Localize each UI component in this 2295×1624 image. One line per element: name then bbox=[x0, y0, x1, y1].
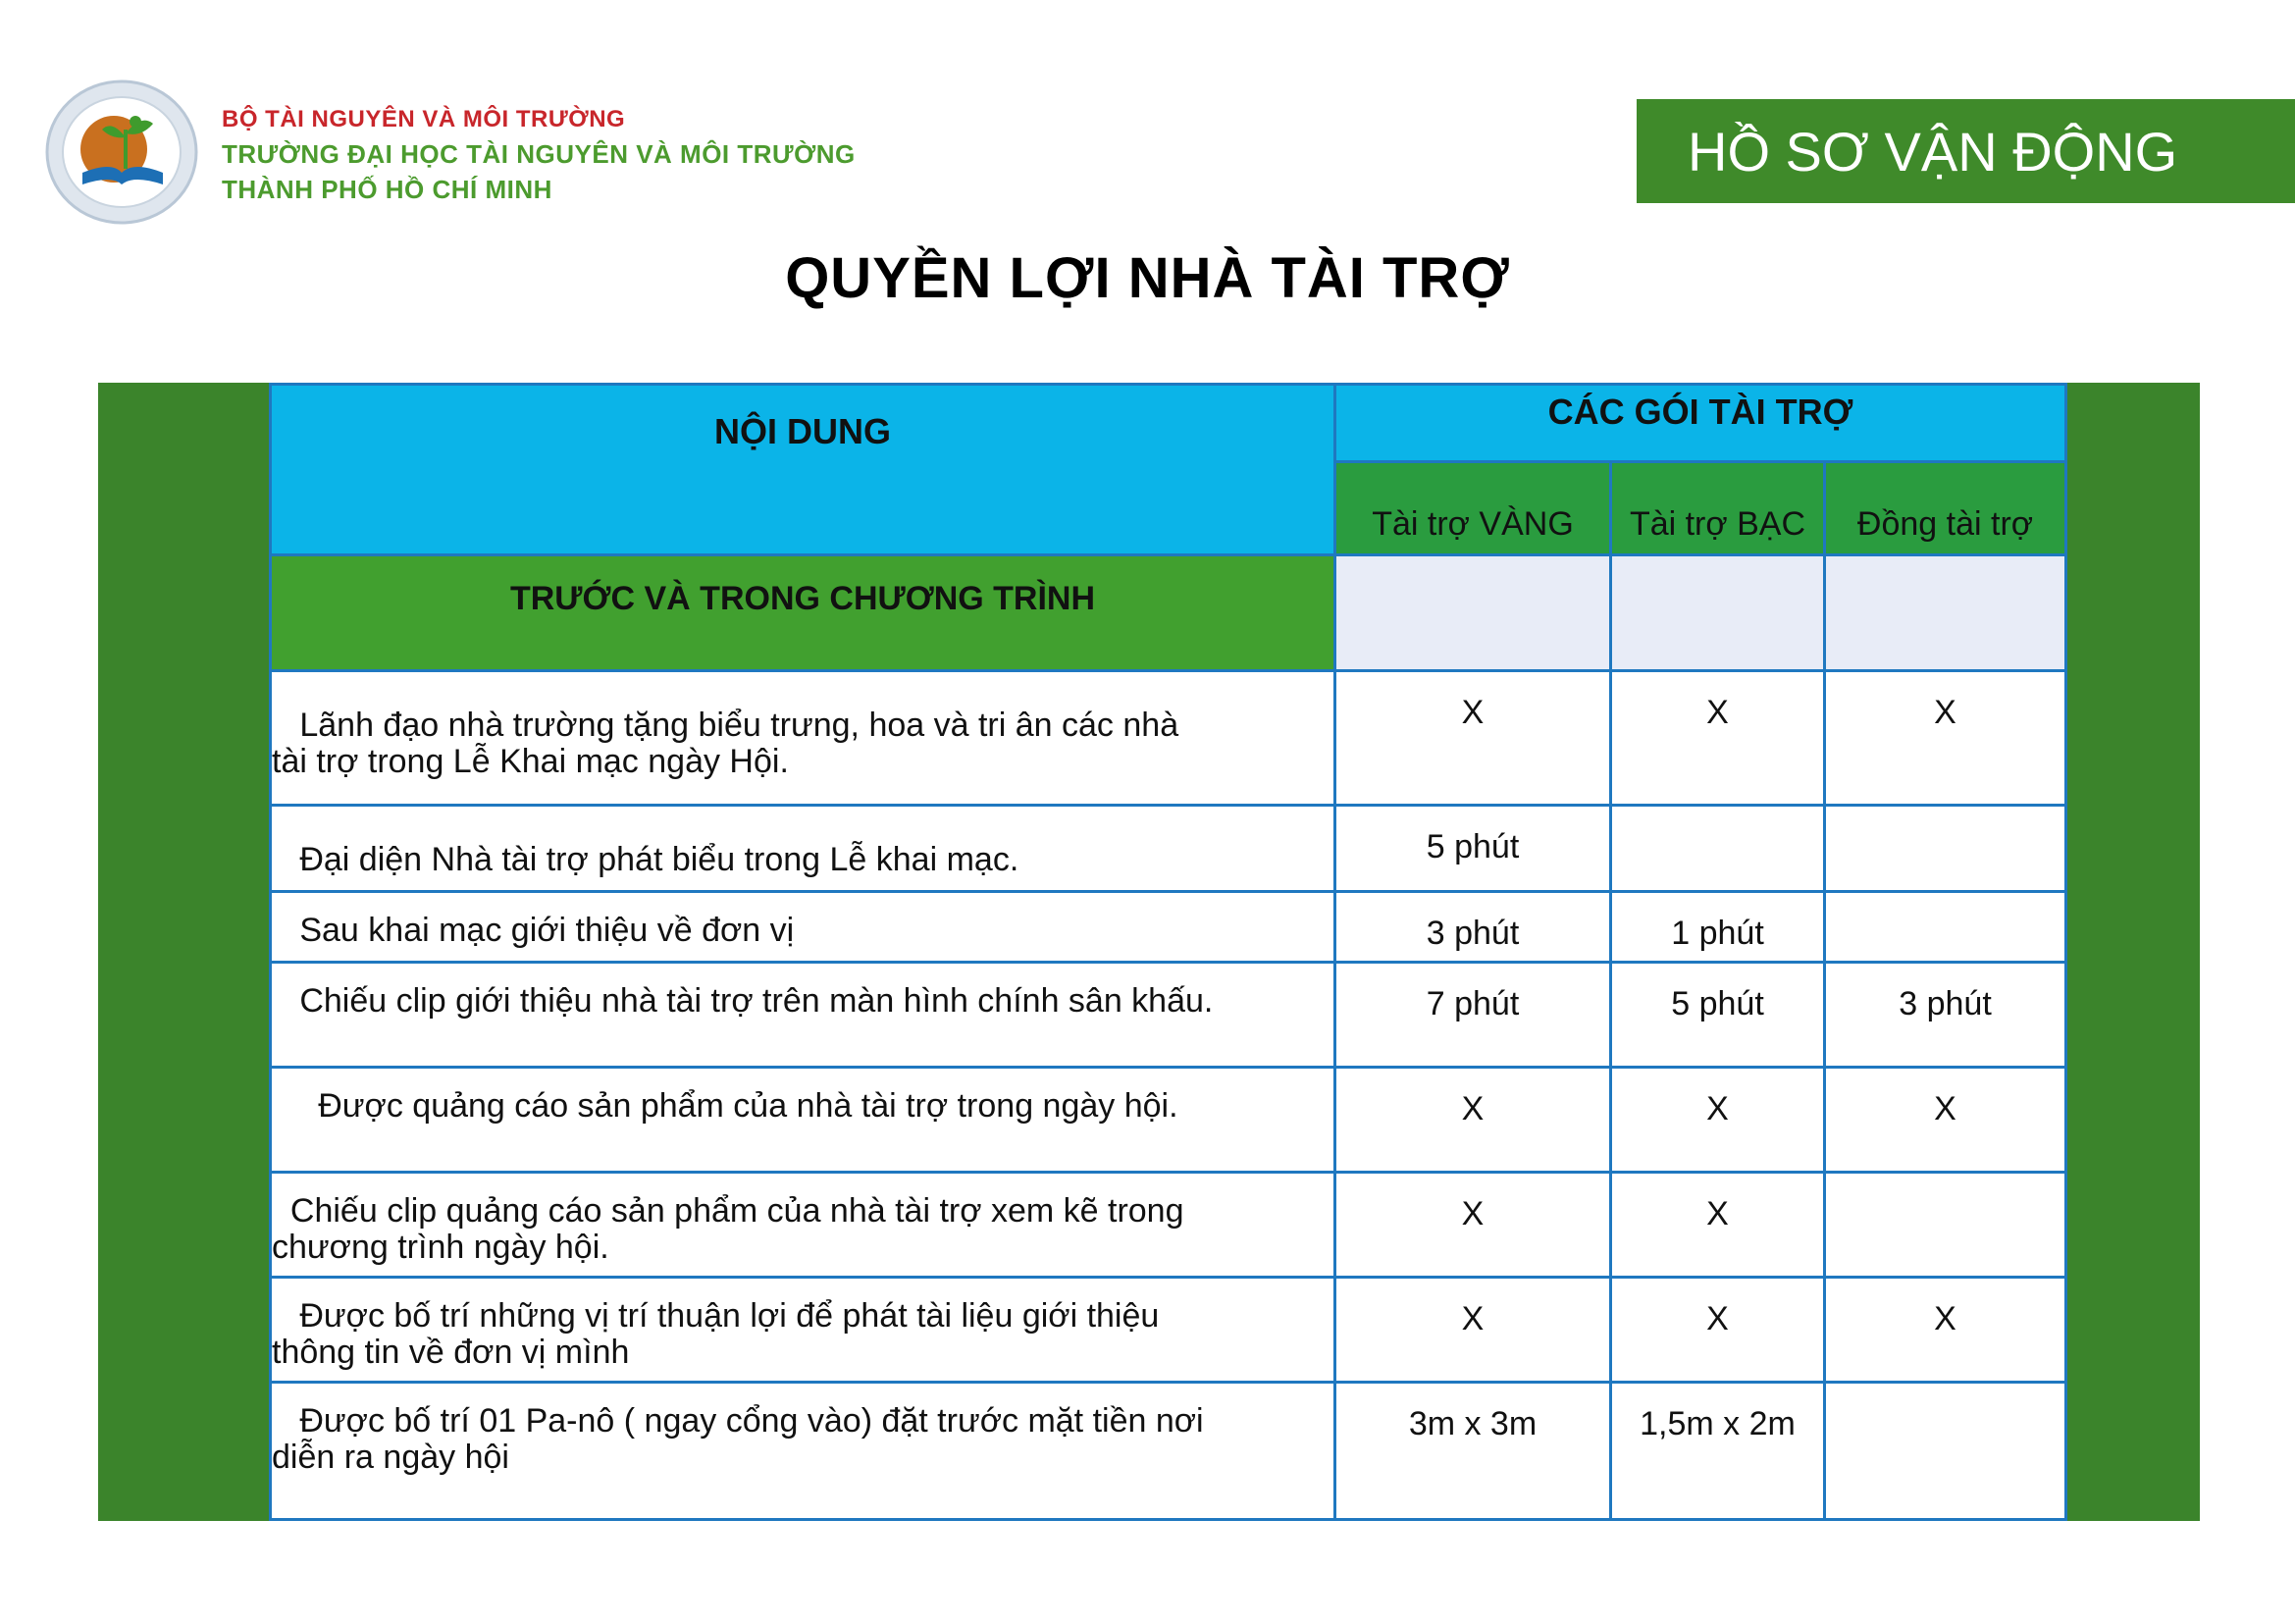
benefit-description: Sau khai mạc giới thiệu về đơn vị bbox=[271, 892, 1335, 963]
benefit-description: Được bố trí những vị trí thuận lợi để phát tài liệu giới thiệu thông tin về đơn vị mình bbox=[271, 1278, 1335, 1383]
benefit-description: Chiếu clip quảng cáo sản phẩm của nhà tài trợ xem kẽ trong chương trình ngày hội. bbox=[271, 1173, 1335, 1278]
table-row bbox=[271, 963, 2066, 1068]
silver-value: 1,5m x 2m bbox=[1611, 1383, 1825, 1520]
benefit-description: Lãnh đạo nhà trường tặng biểu trưng, hoa và tri ân các nhà tài trợ trong Lễ Khai mạc ngày Hội. bbox=[271, 671, 1335, 806]
page-title: QUYỀN LỢI NHÀ TÀI TRỢ bbox=[785, 246, 1510, 310]
silver-value bbox=[1611, 806, 1825, 892]
table-row bbox=[271, 1383, 2066, 1520]
gold-value: X bbox=[1335, 1068, 1611, 1173]
ministry-name: BỘ TÀI NGUYÊN VÀ MÔI TRƯỜNG bbox=[222, 106, 626, 132]
school-name: TRƯỜNG ĐẠI HỌC TÀI NGUYÊN VÀ MÔI TRƯỜNG bbox=[222, 139, 856, 169]
co-sponsor-value bbox=[1825, 892, 2066, 963]
section-cell bbox=[1825, 555, 2066, 671]
header-banner bbox=[1637, 99, 2295, 203]
benefit-description: Đại diện Nhà tài trợ phát biểu trong Lễ khai mạc. bbox=[271, 806, 1335, 892]
package-co-sponsor: Đồng tài trợ bbox=[1825, 462, 2066, 555]
silver-value: X bbox=[1611, 1173, 1825, 1278]
table-row bbox=[271, 892, 2066, 963]
silver-value: 1 phút bbox=[1611, 892, 1825, 963]
packages-header: CÁC GÓI TÀI TRỢ bbox=[1335, 385, 2066, 462]
school-logo bbox=[43, 79, 200, 226]
package-gold: Tài trợ VÀNG bbox=[1335, 462, 1611, 555]
content-header: NỘI DUNG bbox=[271, 385, 1335, 555]
section-label: TRƯỚC VÀ TRONG CHƯƠNG TRÌNH bbox=[271, 555, 1335, 671]
sponsor-benefits-table bbox=[269, 383, 2067, 1521]
silver-value: X bbox=[1611, 1278, 1825, 1383]
gold-value: X bbox=[1335, 1278, 1611, 1383]
gold-value: 5 phút bbox=[1335, 806, 1611, 892]
benefit-description: Được bố trí 01 Pa-nô ( ngay cổng vào) đặt trước mặt tiền nơi diễn ra ngày hội bbox=[271, 1383, 1335, 1520]
co-sponsor-value: X bbox=[1825, 1278, 2066, 1383]
gold-value: X bbox=[1335, 1173, 1611, 1278]
package-silver: Tài trợ BẠC bbox=[1611, 462, 1825, 555]
organization-header bbox=[222, 108, 856, 202]
section-cell bbox=[1335, 555, 1611, 671]
co-sponsor-value: 3 phút bbox=[1825, 963, 2066, 1068]
table-row bbox=[271, 1068, 2066, 1173]
city-name: THÀNH PHỐ HỒ CHÍ MINH bbox=[222, 175, 552, 204]
table-row bbox=[271, 671, 2066, 806]
co-sponsor-value: X bbox=[1825, 671, 2066, 806]
benefit-description: Chiếu clip giới thiệu nhà tài trợ trên màn hình chính sân khấu. bbox=[271, 963, 1335, 1068]
co-sponsor-value bbox=[1825, 1383, 2066, 1520]
benefit-description: Được quảng cáo sản phẩm của nhà tài trợ trong ngày hội. bbox=[271, 1068, 1335, 1173]
co-sponsor-value bbox=[1825, 1173, 2066, 1278]
table-row bbox=[271, 1173, 2066, 1278]
co-sponsor-value bbox=[1825, 806, 2066, 892]
silver-value: 5 phút bbox=[1611, 963, 1825, 1068]
table-row bbox=[271, 806, 2066, 892]
gold-value: 7 phút bbox=[1335, 963, 1611, 1068]
gold-value: 3m x 3m bbox=[1335, 1383, 1611, 1520]
co-sponsor-value: X bbox=[1825, 1068, 2066, 1173]
gold-value: X bbox=[1335, 671, 1611, 806]
banner-text: HỒ SƠ VẬN ĐỘNG bbox=[1688, 120, 2178, 183]
gold-value: 3 phút bbox=[1335, 892, 1611, 963]
section-cell bbox=[1611, 555, 1825, 671]
silver-value: X bbox=[1611, 1068, 1825, 1173]
table-row bbox=[271, 1278, 2066, 1383]
silver-value: X bbox=[1611, 671, 1825, 806]
